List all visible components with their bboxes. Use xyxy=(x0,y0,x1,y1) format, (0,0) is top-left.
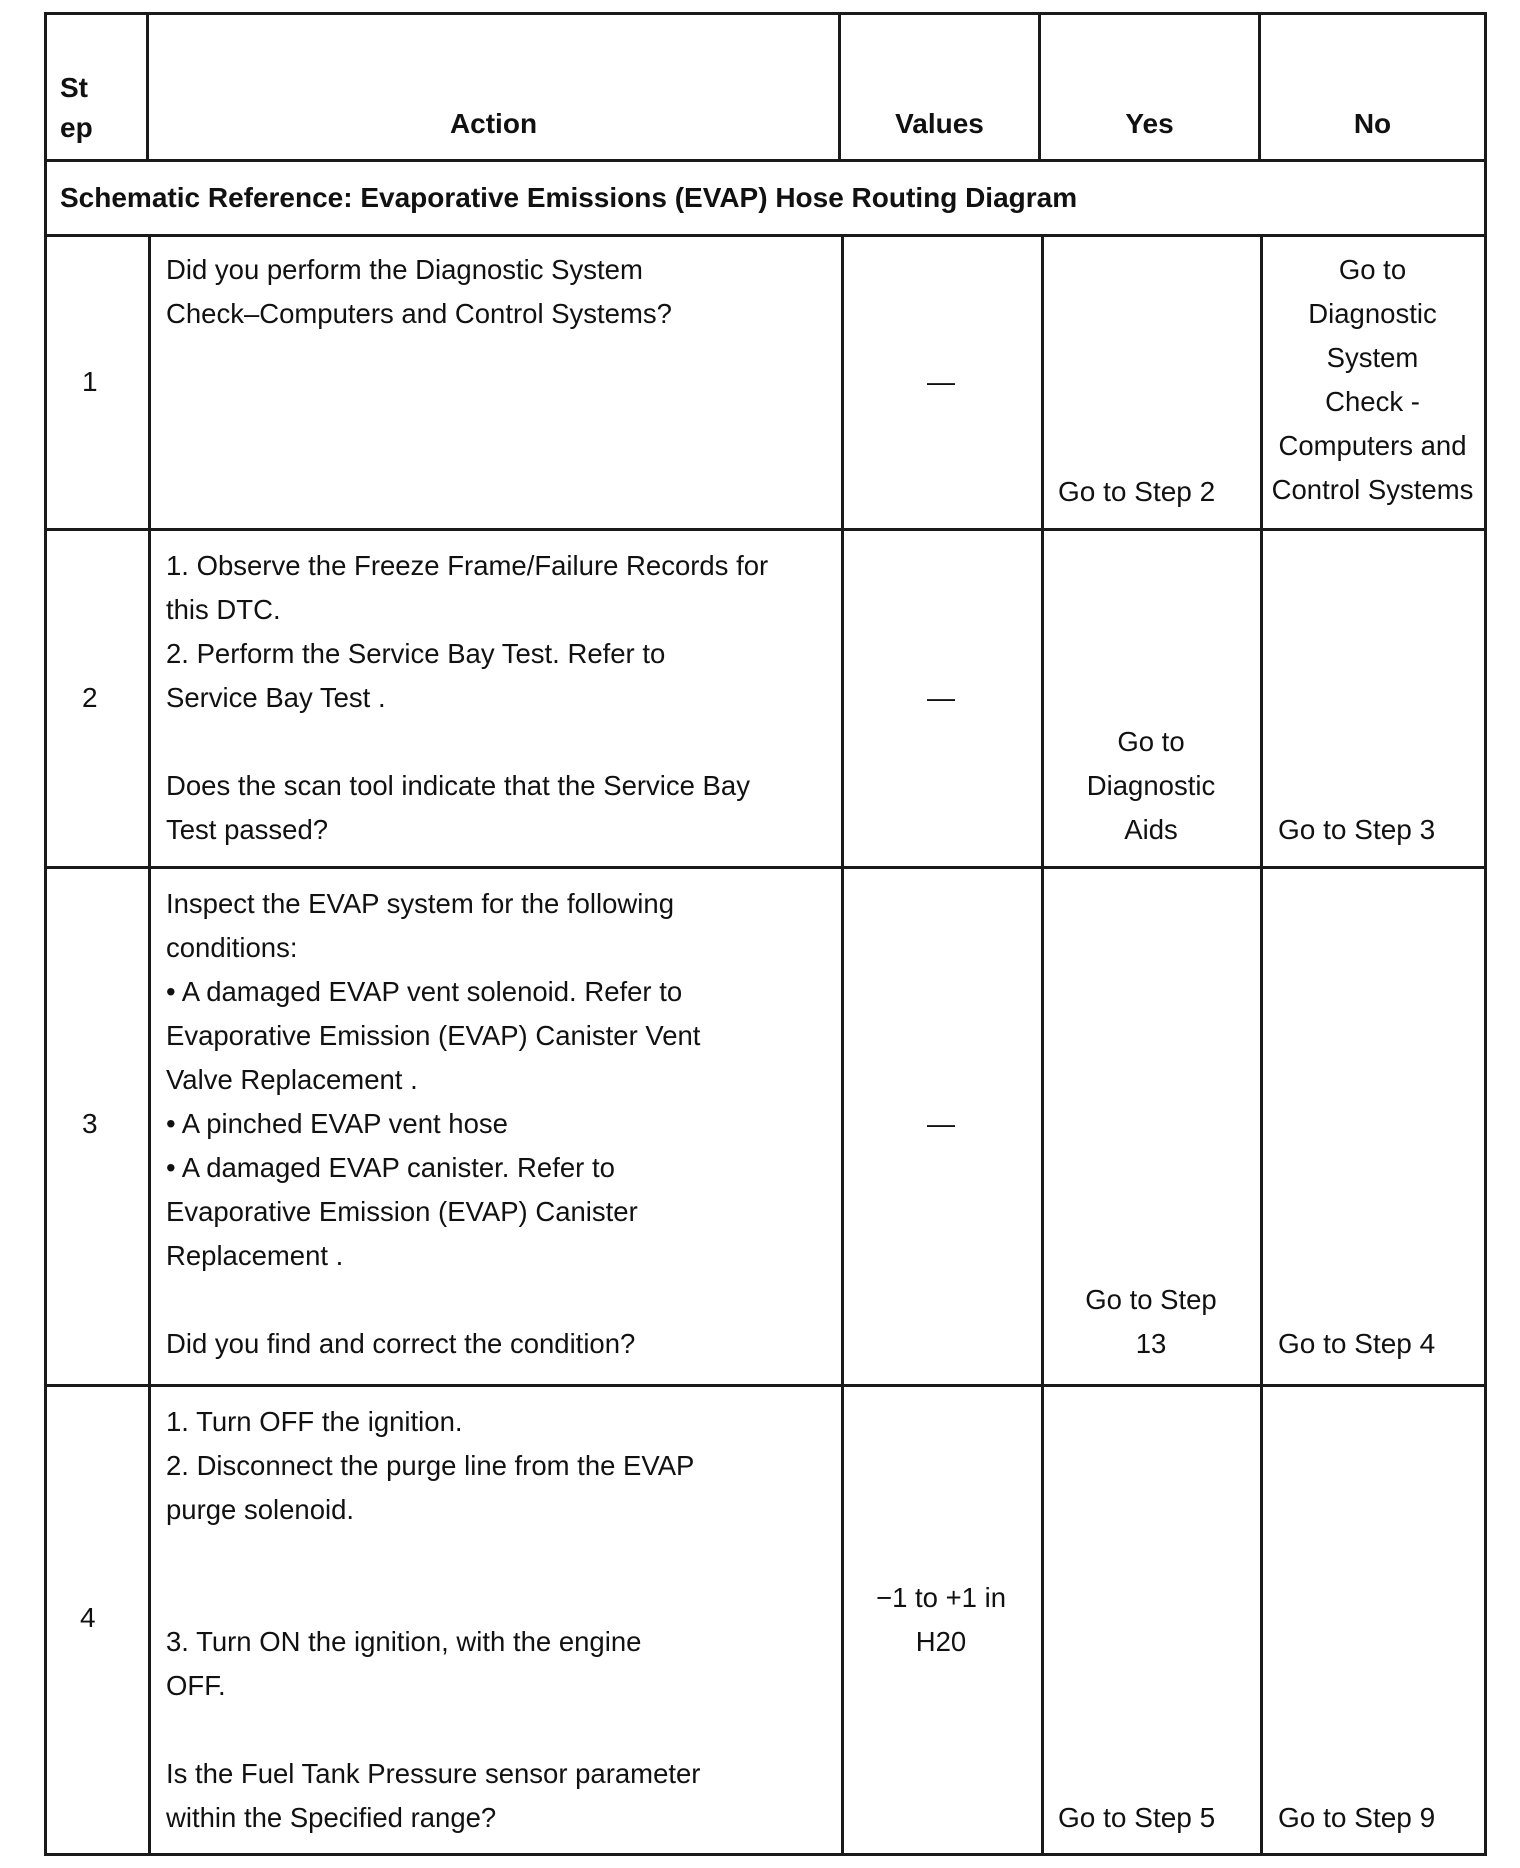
header-no: No xyxy=(1353,108,1392,139)
col-divider-values-body xyxy=(1041,234,1044,1856)
row4-question: Is the Fuel Tank Pressure sensor parameter within the Specified range? xyxy=(166,1758,701,1833)
row4-action-step-3: 3. Turn ON the ignition, with the engine OFF. xyxy=(166,1626,642,1701)
row3-intro: Inspect the EVAP system for the following conditions: xyxy=(166,888,674,963)
row3-yes: Go to Step 13 xyxy=(1085,1284,1217,1359)
table-border-right xyxy=(1484,12,1487,1856)
header-values: Values xyxy=(895,108,984,139)
row2-yes: Go to Diagnostic Aids xyxy=(1086,726,1216,845)
row3-no: Go to Step 4 xyxy=(1278,1328,1436,1359)
header-bottom-rule xyxy=(44,159,1487,162)
row2-bottom-rule xyxy=(44,866,1487,869)
row3-question: Did you find and correct the condition? xyxy=(166,1328,636,1359)
row1-action: Did you perform the Diagnostic System Check–Computers and Control Systems? xyxy=(166,254,672,329)
row3-step: 3 xyxy=(82,1108,98,1139)
row2-no: Go to Step 3 xyxy=(1278,814,1436,845)
row4-step: 4 xyxy=(80,1602,96,1633)
row4-values: −1 to +1 in H20 xyxy=(876,1582,1006,1657)
row2-step: 2 xyxy=(82,682,98,713)
row4-action-step-2: 2. Disconnect the purge line from the EVAP purge solenoid. xyxy=(166,1450,695,1525)
row2-values: — xyxy=(927,682,955,713)
row4-yes: Go to Step 5 xyxy=(1058,1802,1216,1833)
row3-bullet-2: • A pinched EVAP vent hose xyxy=(166,1108,508,1139)
row2-question: Does the scan tool indicate that the Service Bay Test passed? xyxy=(166,770,750,845)
row3-values: — xyxy=(927,1108,955,1139)
table-border-top xyxy=(44,12,1487,15)
header-action: Action xyxy=(449,108,538,139)
header-yes: Yes xyxy=(1125,108,1174,139)
row1-yes: Go to Step 2 xyxy=(1058,476,1216,507)
row3-bullet-3: • A damaged EVAP canister. Refer to Evaporative Emission (EVAP) Canister Replacement . xyxy=(166,1152,638,1271)
table-border-bottom xyxy=(44,1853,1487,1856)
row1-values: — xyxy=(927,366,955,397)
col-divider-step-body xyxy=(148,234,151,1856)
table-border-left xyxy=(44,12,47,1856)
row2-action-step-2: 2. Perform the Service Bay Test. Refer to Service Bay Test . xyxy=(166,638,666,713)
row3-bottom-rule xyxy=(44,1384,1487,1387)
row1-step: 1 xyxy=(82,366,98,397)
row4-no: Go to Step 9 xyxy=(1278,1802,1436,1833)
row2-action-step-1: 1. Observe the Freeze Frame/Failure Records for this DTC. xyxy=(166,550,769,625)
row1-no: Go to Diagnostic System Check - Computers and Control Systems xyxy=(1271,254,1474,505)
schematic-bottom-rule xyxy=(44,234,1487,237)
header-step: St ep xyxy=(60,72,93,143)
row1-bottom-rule xyxy=(44,528,1487,531)
row4-action-step-1: 1. Turn OFF the ignition. xyxy=(166,1406,463,1437)
schematic-reference: Schematic Reference: Evaporative Emissions (EVAP) Hose Routing Diagram xyxy=(60,182,1078,213)
row3-bullet-1: • A damaged EVAP vent solenoid. Refer to Evaporative Emission (EVAP) Canister Vent Valve Replacement . xyxy=(166,976,701,1095)
